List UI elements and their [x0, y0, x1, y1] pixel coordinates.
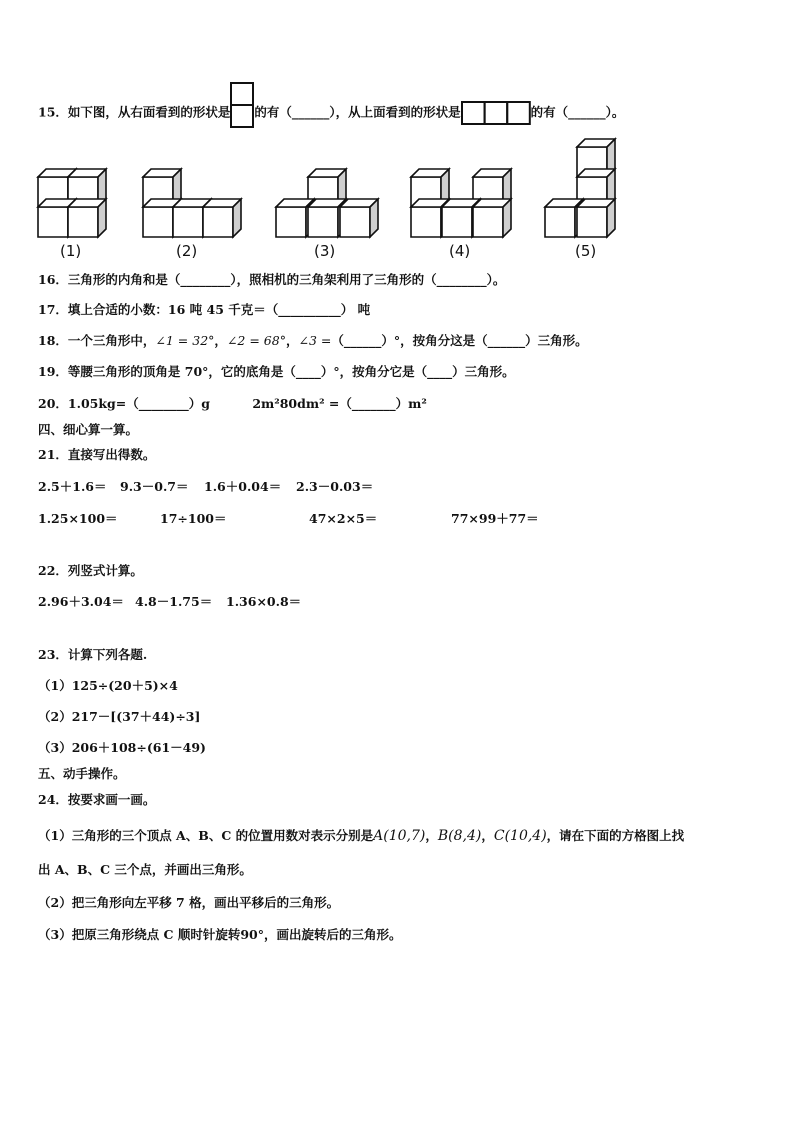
q18-sep-1: ， [214, 333, 227, 348]
question-24-title: 24．按要求画一画。 [38, 792, 156, 807]
figure-label-4: (4) [449, 242, 471, 260]
q21-item: 47×2×5＝ [309, 511, 378, 526]
figure-label-2: (2) [176, 242, 198, 260]
q15-text-1: 15．如下图，从右面看到的形状是 [38, 104, 231, 120]
question-23-title: 23．计算下列各题. [38, 647, 148, 662]
q21-item: 2.3－0.03＝ [296, 479, 374, 494]
question-18 [38, 333, 588, 349]
q24-text-b: ，请在下面的方格图上找 [546, 828, 685, 843]
q20-part-b: 2m²80dm² =（_______）m² [252, 396, 427, 411]
q21-item: 2.5＋1.6＝ [38, 479, 107, 494]
cube-figure-2 [143, 169, 241, 237]
q24-sep-1: ， [425, 828, 438, 843]
cube-figure-5 [545, 139, 615, 237]
q18-sep-2: ， [285, 333, 299, 348]
q24-text-a: （1）三角形的三个顶点 A、B、C 的位置用数对表示分别是 [38, 828, 374, 843]
q21-item: 1.6＋0.04＝ [204, 479, 282, 494]
q21-item: 9.3－0.7＝ [120, 479, 189, 494]
q20-part-a: 20．1.05kg=（________）g [38, 396, 210, 411]
point-a: A(10,7) [373, 828, 426, 844]
question-21-title: 21．直接写出得数。 [38, 447, 156, 462]
question-19: 19．等腰三角形的顶角是 70°，它的底角是（____）°，按角分它是（____）三角形。 [38, 364, 515, 379]
q22-item: 1.36×0.8＝ [226, 594, 302, 609]
cube-figures [0, 135, 794, 265]
q23-item-1: （1）125÷(20＋5)×4 [38, 678, 178, 693]
angle-2: ∠2 = 68° [226, 333, 286, 348]
q24-part-1-line-2: 出 A、B、C 三个点，并画出三角形。 [38, 862, 252, 877]
question-22-title: 22．列竖式计算。 [38, 563, 143, 578]
q21-item: 1.25×100＝ [38, 511, 118, 526]
cube-figures-svg [0, 135, 794, 265]
q15-text-3: 的有（______）。 [530, 104, 625, 120]
q24-part-1-line-1 [38, 828, 684, 844]
question-20 [38, 396, 427, 412]
section-4-heading: 四、细心算一算。 [38, 422, 139, 437]
cube-figure-3 [276, 169, 378, 237]
q24-sep-2: ， [481, 828, 494, 843]
q22-item: 4.8－1.75＝ [135, 594, 213, 609]
q23-item-2: （2）217－[(37＋44)÷3] [38, 709, 201, 724]
q22-item: 2.96＋3.04＝ [38, 594, 124, 609]
figure-label-5: (5) [575, 242, 597, 260]
angle-3: ∠3 = [298, 333, 332, 348]
question-17: 17．填上合适的小数：16 吨 45 千克＝（__________） 吨 [38, 302, 371, 317]
q15-text-2: 的有（______），从上面看到的形状是 [254, 104, 461, 120]
q18-text-b: （______）°，按角分这是（______）三角形。 [331, 333, 588, 348]
figure-label-1: (1) [60, 242, 82, 260]
question-16: 16．三角形的内角和是（________），照相机的三角架利用了三角形的（________）。 [38, 272, 506, 287]
angle-1: ∠1 = 32° [155, 333, 215, 348]
top-view-shape-icon [461, 101, 531, 125]
question-15 [38, 98, 624, 128]
q21-item: 77×99＋77＝ [451, 511, 539, 526]
section-5-heading: 五、动手操作。 [38, 766, 126, 781]
figure-label-3: (3) [314, 242, 336, 260]
cube-figure-1 [38, 169, 106, 237]
q21-item: 17÷100＝ [160, 511, 227, 526]
cube-figure-4 [411, 169, 511, 237]
q24-part-2: （2）把三角形向左平移 7 格，画出平移后的三角形。 [38, 895, 340, 910]
point-b: B(8,4) [437, 828, 482, 844]
q18-text-a: 18．一个三角形中， [38, 333, 156, 348]
q24-part-3: （3）把原三角形绕点 C 顺时针旋转90°，画出旋转后的三角形。 [38, 927, 402, 942]
right-view-shape-icon [230, 98, 254, 128]
q23-item-3: （3）206＋108÷(61－49) [38, 740, 206, 755]
point-c: C(10,4) [493, 828, 547, 844]
